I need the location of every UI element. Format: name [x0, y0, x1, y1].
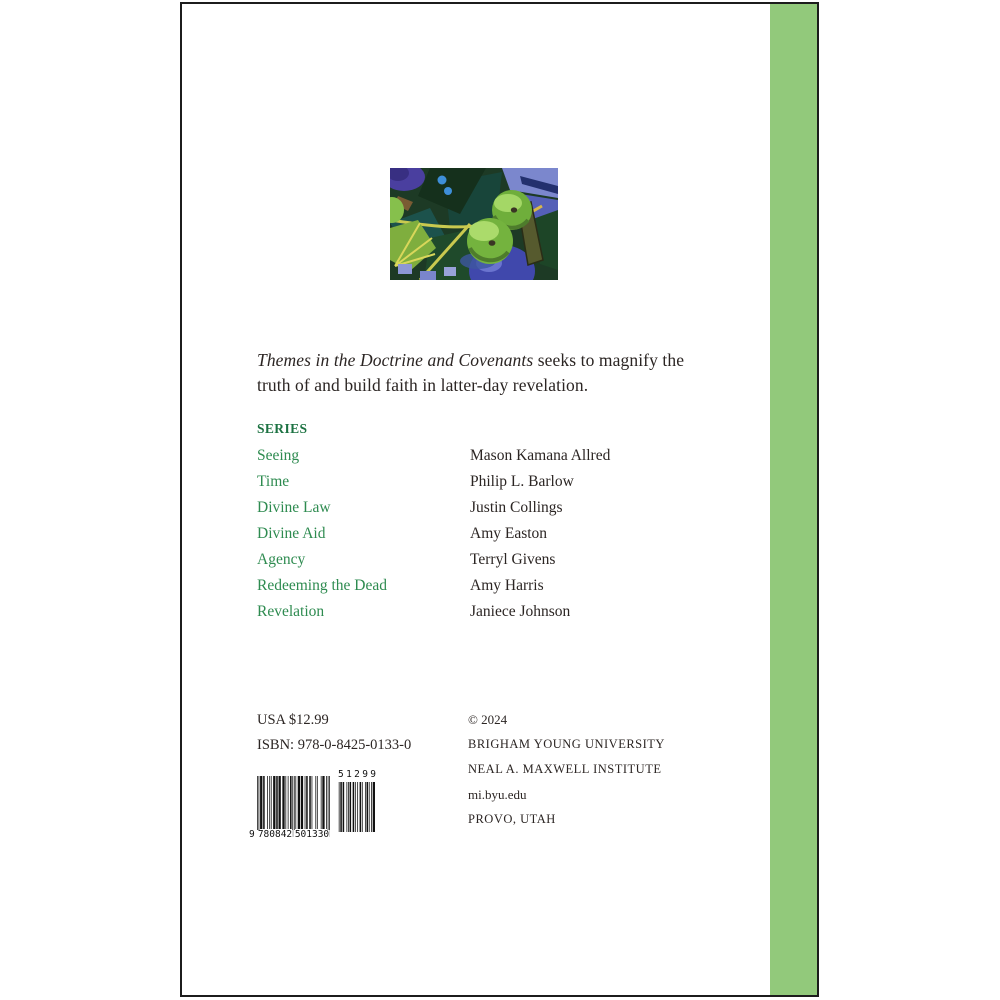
series-author: Mason Kamana Allred	[470, 447, 611, 464]
supplement-digit: 1	[346, 769, 352, 780]
series-author: Amy Harris	[470, 577, 544, 594]
series-row	[257, 577, 727, 603]
series-title: Divine Aid	[257, 525, 326, 542]
publisher-line: BRIGHAM YOUNG UNIVERSITY	[468, 737, 665, 751]
series-row	[257, 499, 727, 525]
publisher-line: © 2024	[468, 712, 508, 727]
publisher-block	[468, 712, 665, 837]
barcode-digit-group2: 501330	[294, 829, 330, 840]
supplement-digit: 9	[362, 769, 368, 780]
series-row	[257, 447, 727, 473]
supplement-digit: 5	[338, 769, 344, 780]
series-title: Time	[257, 473, 290, 490]
series-row	[257, 603, 727, 629]
back-cover-page	[180, 2, 819, 997]
series-author: Philip L. Barlow	[470, 473, 574, 490]
supplement-digits	[338, 770, 376, 780]
series-title: Revelation	[257, 603, 325, 620]
tagline-rest: seeks to magnify the truth of and build faith in latter-day revelation.	[257, 350, 685, 395]
series-author: Amy Easton	[470, 525, 548, 542]
isbn-barcode	[249, 769, 387, 848]
series-title: Agency	[257, 551, 306, 568]
supplement-digit: 2	[354, 769, 360, 780]
cover-art-thumbnail	[390, 168, 558, 280]
series-title: Divine Law	[257, 499, 331, 516]
price-label: USA $12.99	[257, 712, 329, 728]
supplement-digit: 9	[370, 769, 376, 780]
series-title: Seeing	[257, 447, 300, 464]
barcode-digit-lead: 9	[249, 829, 255, 840]
series-row	[257, 525, 727, 551]
series-title: Redeeming the Dead	[257, 577, 387, 594]
series-row	[257, 551, 727, 577]
tagline-book-title: Themes in the Doctrine and Covenants	[257, 350, 534, 370]
series-list	[257, 447, 727, 629]
publisher-line: PROVO, UTAH	[468, 812, 556, 826]
series-author: Justin Collings	[470, 499, 563, 516]
fig-painting-icon	[390, 168, 558, 280]
publisher-line: mi.byu.edu	[468, 787, 527, 802]
spine-stripe	[770, 4, 817, 995]
ean13-barcode	[249, 776, 339, 840]
series-author: Terryl Givens	[470, 551, 556, 568]
series-author: Janiece Johnson	[470, 603, 571, 620]
series-row	[257, 473, 727, 499]
series-heading: SERIES	[257, 421, 308, 436]
barcode-digit-group1: 780842	[257, 829, 293, 840]
tagline	[257, 348, 709, 398]
isbn-label: ISBN: 978-0-8425-0133-0	[257, 737, 412, 753]
publisher-line: NEAL A. MAXWELL INSTITUTE	[468, 762, 662, 776]
